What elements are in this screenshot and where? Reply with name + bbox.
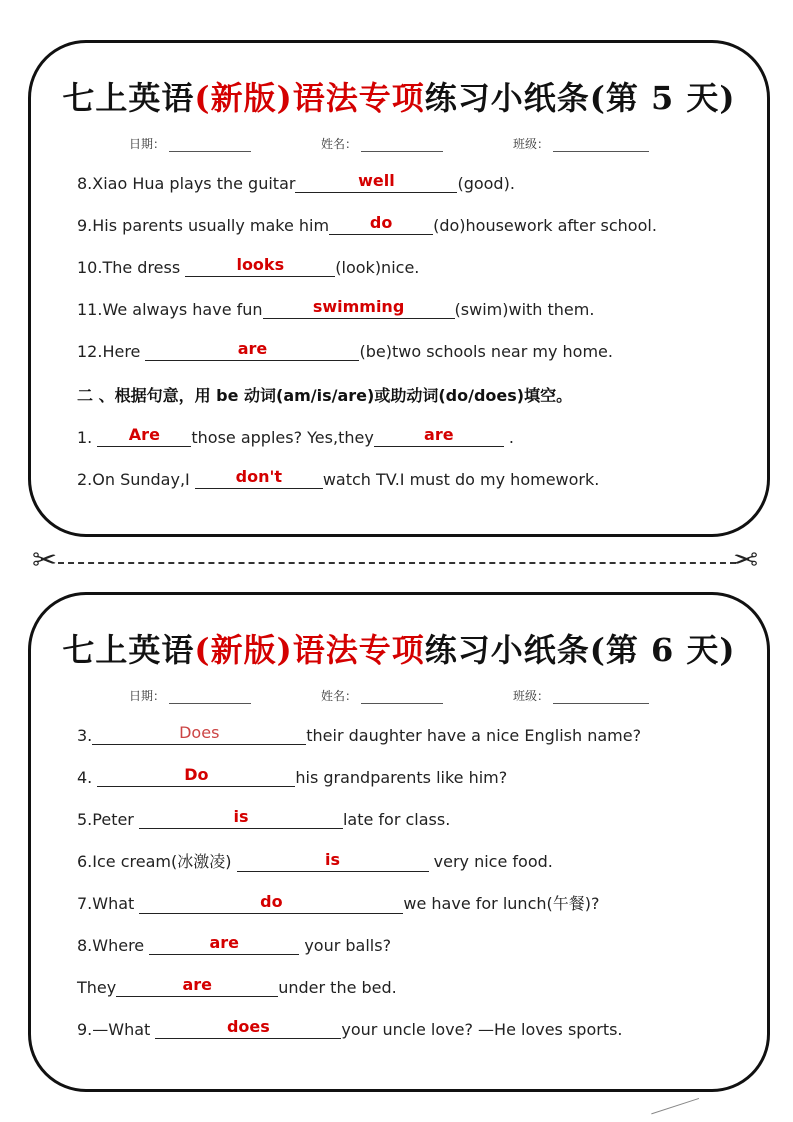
question-hint: (be)two schools near my home. xyxy=(359,342,613,361)
question-text: very nice food. xyxy=(428,852,553,871)
question-text: 8.Where xyxy=(77,936,150,955)
question-row xyxy=(77,213,657,235)
title-highlight: (新版)语法专项 xyxy=(194,79,425,117)
date-field xyxy=(129,687,251,704)
question-text: 3. xyxy=(77,726,93,745)
question-text: late for class. xyxy=(342,810,451,829)
question-row xyxy=(77,297,594,319)
question-hint: (good). xyxy=(457,174,515,193)
class-label: 班级： xyxy=(513,689,550,703)
question-row xyxy=(77,807,450,829)
question-row xyxy=(77,339,613,361)
meta-fields xyxy=(31,687,767,707)
question-text: . xyxy=(503,428,514,447)
answer-blank[interactable]: is xyxy=(139,807,343,829)
question-row xyxy=(77,723,641,745)
question-row xyxy=(77,891,599,914)
answer-blank[interactable]: do xyxy=(329,213,433,235)
card-title xyxy=(31,625,767,671)
class-field xyxy=(513,135,649,152)
answer-blank[interactable]: is xyxy=(237,850,429,872)
class-field xyxy=(513,687,649,704)
question-text: 4. xyxy=(77,768,98,787)
date-blank[interactable] xyxy=(169,138,251,152)
title-day: 第 5 天) xyxy=(605,79,736,117)
answer-blank[interactable]: Do xyxy=(97,765,295,787)
question-text: 1. xyxy=(77,428,98,447)
question-row xyxy=(77,467,599,489)
title-part: 七上英语 xyxy=(62,79,195,117)
question-text: your uncle love? —He loves sports. xyxy=(341,1020,623,1039)
question-row xyxy=(77,765,507,787)
section-heading: 二 、根据句意，用 be 动词(am/is/are)或助动词(do/does)填空。 xyxy=(77,386,573,405)
answer-blank[interactable]: looks xyxy=(185,255,335,277)
question-row xyxy=(77,975,397,997)
name-blank[interactable] xyxy=(361,138,443,152)
answer-blank[interactable]: well xyxy=(295,171,457,193)
name-field xyxy=(321,687,443,704)
answer-blank[interactable]: Does xyxy=(92,723,306,745)
answer-blank[interactable]: swimming xyxy=(263,297,455,319)
name-label: 姓名： xyxy=(321,689,358,703)
question-text: 7.What xyxy=(77,894,140,913)
question-hint: (swim)with them. xyxy=(454,300,595,319)
question-text: 2.On Sunday,I xyxy=(77,470,195,489)
class-label: 班级： xyxy=(513,137,550,151)
answer-blank[interactable]: do xyxy=(139,892,403,914)
name-field xyxy=(321,135,443,152)
question-row xyxy=(77,933,391,955)
question-hint: (do)housework after school. xyxy=(433,216,657,235)
question-text: 10.The dress xyxy=(77,258,186,277)
date-blank[interactable] xyxy=(169,690,251,704)
question-text: under the bed. xyxy=(278,978,397,997)
date-label: 日期： xyxy=(129,689,166,703)
question-text: his grandparents like him? xyxy=(295,768,508,787)
class-blank[interactable] xyxy=(553,690,649,704)
answer-blank[interactable]: Are xyxy=(97,425,191,447)
scissor-icon: ✂ xyxy=(32,543,58,578)
answer-blank[interactable]: are xyxy=(116,975,278,997)
question-row xyxy=(77,849,553,872)
title-highlight: (新版)语法专项 xyxy=(194,631,425,669)
question-text: watch TV.I must do my homework. xyxy=(322,470,600,489)
answer-blank[interactable]: are xyxy=(374,425,504,447)
worksheet-card-day6 xyxy=(28,592,770,1092)
question-text: their daughter have a nice English name? xyxy=(306,726,642,745)
question-text: 11.We always have fun xyxy=(77,300,263,319)
question-text: 5.Peter xyxy=(77,810,139,829)
scissor-icon: ✂ xyxy=(733,543,759,578)
worksheet-card-day5 xyxy=(28,40,770,537)
answer-blank[interactable]: are xyxy=(149,933,299,955)
answer-blank[interactable]: are xyxy=(145,339,359,361)
question-text: 6.Ice cream(冰激凌) xyxy=(77,852,237,871)
cut-line xyxy=(58,562,736,564)
question-text: They xyxy=(77,978,117,997)
question-text: 8.Xiao Hua plays the guitar xyxy=(77,174,296,193)
name-label: 姓名： xyxy=(321,137,358,151)
class-blank[interactable] xyxy=(553,138,649,152)
question-row xyxy=(77,255,419,277)
question-text: 12.Here xyxy=(77,342,146,361)
question-text: 9.His parents usually make him xyxy=(77,216,330,235)
title-part: 七上英语 xyxy=(62,631,195,669)
answer-blank[interactable]: don't xyxy=(195,467,323,489)
name-blank[interactable] xyxy=(361,690,443,704)
question-row xyxy=(77,171,515,193)
question-text: your balls? xyxy=(299,936,392,955)
answer-blank[interactable]: does xyxy=(155,1017,341,1039)
question-text: 9.—What xyxy=(77,1020,156,1039)
title-day: 第 6 天) xyxy=(605,631,736,669)
meta-fields xyxy=(31,135,767,155)
title-part: 练习小纸条( xyxy=(424,79,606,117)
title-part: 练习小纸条( xyxy=(424,631,606,669)
card-title xyxy=(31,73,767,119)
question-text: we have for lunch(午餐)? xyxy=(403,894,600,913)
question-row xyxy=(77,425,514,447)
question-hint: (look)nice. xyxy=(335,258,420,277)
date-field xyxy=(129,135,251,152)
question-text: those apples? Yes,they xyxy=(191,428,374,447)
date-label: 日期： xyxy=(129,137,166,151)
question-row xyxy=(77,1017,623,1039)
